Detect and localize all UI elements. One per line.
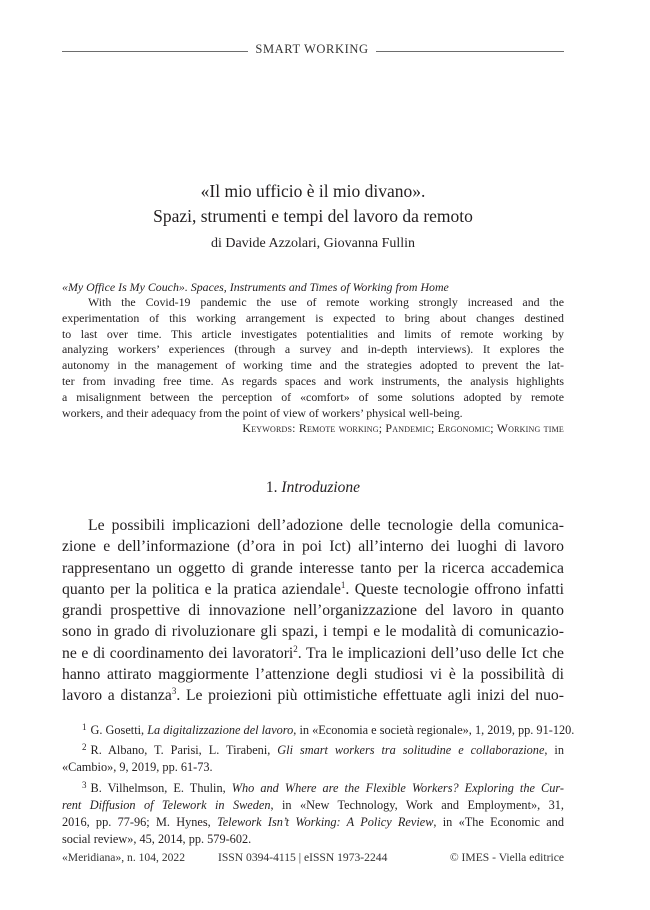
body-text-run: . Le proiezioni più ottimistiche effettuate agli inizi del nuo- xyxy=(176,687,564,705)
footnote-work-title: rent Diffusion of Telework in Sweden xyxy=(62,797,271,812)
abstract-keywords: Keywords: Remote working; Pandemic; Ergonomic; Working time xyxy=(242,421,564,436)
section-heading xyxy=(62,479,564,497)
body-line: zione e dell’informazione (d’ora in poi Ict) all’interno dei luoghi di lavoro xyxy=(62,538,564,556)
footnote-work-title: La digitalizzazione del lavoro xyxy=(147,723,294,737)
abstract-english-title: «My Office Is My Couch». Spaces, Instruments and Times of Working from Home xyxy=(62,280,449,294)
section-title: Introduzione xyxy=(281,479,361,496)
abstract-line: experimentation of this working arrangement is expected to bring about changes destined xyxy=(62,310,564,325)
footnote-2-cont: «Cambio», 9, 2019, pp. 61-73. xyxy=(62,760,213,775)
footnote-text: B. Vilhelmson, E. Thulin, xyxy=(90,780,232,795)
body-line: Le possibili implicazioni dell’adozione delle tecnologie della comunica- xyxy=(88,517,564,534)
body-text-run: . Queste tecnologie offrono infatti xyxy=(345,580,564,598)
footnote-text: G. Gosetti, xyxy=(90,723,148,737)
article-title xyxy=(62,179,564,229)
footnote-text: , in «New Technology, Work and Employment», 31, xyxy=(270,797,564,812)
footnote-work-title: Telework Isn’t Working: A Policy Review xyxy=(216,815,434,830)
footnote-number: 3 xyxy=(82,779,87,790)
footnote-number: 2 xyxy=(82,742,87,753)
footnote-text: 2016, pp. 77-96; M. Hynes, xyxy=(62,815,217,830)
body-text-run: . Tra le implicazioni dell’uso delle Ict che xyxy=(297,644,564,662)
footnotes xyxy=(62,719,575,848)
article-authors: di Davide Azzolari, Giovanna Fullin xyxy=(210,236,416,251)
footnote-2 xyxy=(62,739,564,759)
footnote-3-cont: social review», 45, 2014, pp. 579-602. xyxy=(62,832,252,847)
abstract-line: ter from invading free time. As regards spaces and work instruments, the analysis highlights xyxy=(62,373,564,388)
section-number: 1. xyxy=(265,479,278,496)
footnote-work-title: Gli smart workers tra solitudine e collaborazione xyxy=(277,743,545,758)
abstract-line: to last over time. This article investigates potentialities and limits of remote working by xyxy=(62,326,564,341)
abstract-line: With the Covid-19 pandemic the use of remote working strongly increased and the xyxy=(88,295,564,309)
footnote-ref[interactable]: 1 xyxy=(340,579,346,590)
body-line: rappresentano un oggetto di grande interesse tanto per la ricerca accademica xyxy=(62,559,564,577)
footnote-3 xyxy=(62,777,564,797)
title-line-1: «Il mio ufficio è il mio divano». xyxy=(200,181,426,201)
running-header-label: SMART WORKING xyxy=(255,42,369,56)
body-line: grandi prospettive di innovazione nell’organizzazione del lavoro in quanto xyxy=(62,602,564,620)
abstract-line: a misalignment between the perception of «comfort» of some solutions adopted by remote xyxy=(62,389,564,404)
body-text-run: ne e di coordinamento dei lavoratori xyxy=(62,644,294,662)
footer-issn: ISSN 0394-4115 | eISSN 1973-2244 xyxy=(218,851,388,864)
footnote-3-cont xyxy=(62,797,564,814)
body-text-run: quanto per la politica e la pratica aziendale xyxy=(62,580,341,598)
abstract xyxy=(62,279,564,436)
body-text-run: lavoro a distanza xyxy=(62,687,172,705)
footer-publisher: © IMES - Viella editrice xyxy=(449,851,564,864)
footnote-work-title: Who and Where are the Flexible Workers? Exploring the Cur- xyxy=(231,780,564,795)
body-line: hanno attirato maggiormente l’attenzione degli studiosi vi è la possibilità di xyxy=(62,666,564,684)
header-rule-right xyxy=(376,51,564,52)
body-line xyxy=(62,643,564,664)
footnote-text: , in xyxy=(544,743,564,758)
title-line-2: Spazi, strumenti e tempi del lavoro da remoto xyxy=(153,206,473,226)
footnote-3-cont xyxy=(62,814,564,831)
abstract-line: workers, and their adequacy from the point of view of workers’ physical well-being. xyxy=(62,405,463,420)
footnote-text: R. Albano, T. Parisi, L. Tirabeni, xyxy=(90,743,278,758)
footer-journal: «Meridiana», n. 104, 2022 xyxy=(62,851,186,864)
body-line: sono in grado di rivoluzionare gli spazi, i tempi e le modalità di comunicazio- xyxy=(62,623,564,641)
footnote-number: 1 xyxy=(82,722,87,732)
footnote-ref[interactable]: 3 xyxy=(171,686,177,697)
footnote-text: , in «Economia e società regionale», 1, 2019, pp. 91-120. xyxy=(293,723,575,737)
running-header xyxy=(62,42,564,60)
footnote-ref[interactable]: 2 xyxy=(293,643,298,654)
body-line xyxy=(62,685,564,706)
abstract-line: analyzing workers’ experiences (through a survey and in-depth interviews). It explores the xyxy=(62,342,564,357)
body-text xyxy=(62,515,564,707)
header-rule-left xyxy=(62,51,248,52)
abstract-line: autonomy in the management of working time and the strategies adopted to prevent the lat- xyxy=(62,358,564,373)
body-line xyxy=(62,579,564,600)
page-footer xyxy=(62,851,564,867)
footnote-1 xyxy=(62,719,575,739)
footnote-text: , in «The Economic and xyxy=(433,815,564,830)
